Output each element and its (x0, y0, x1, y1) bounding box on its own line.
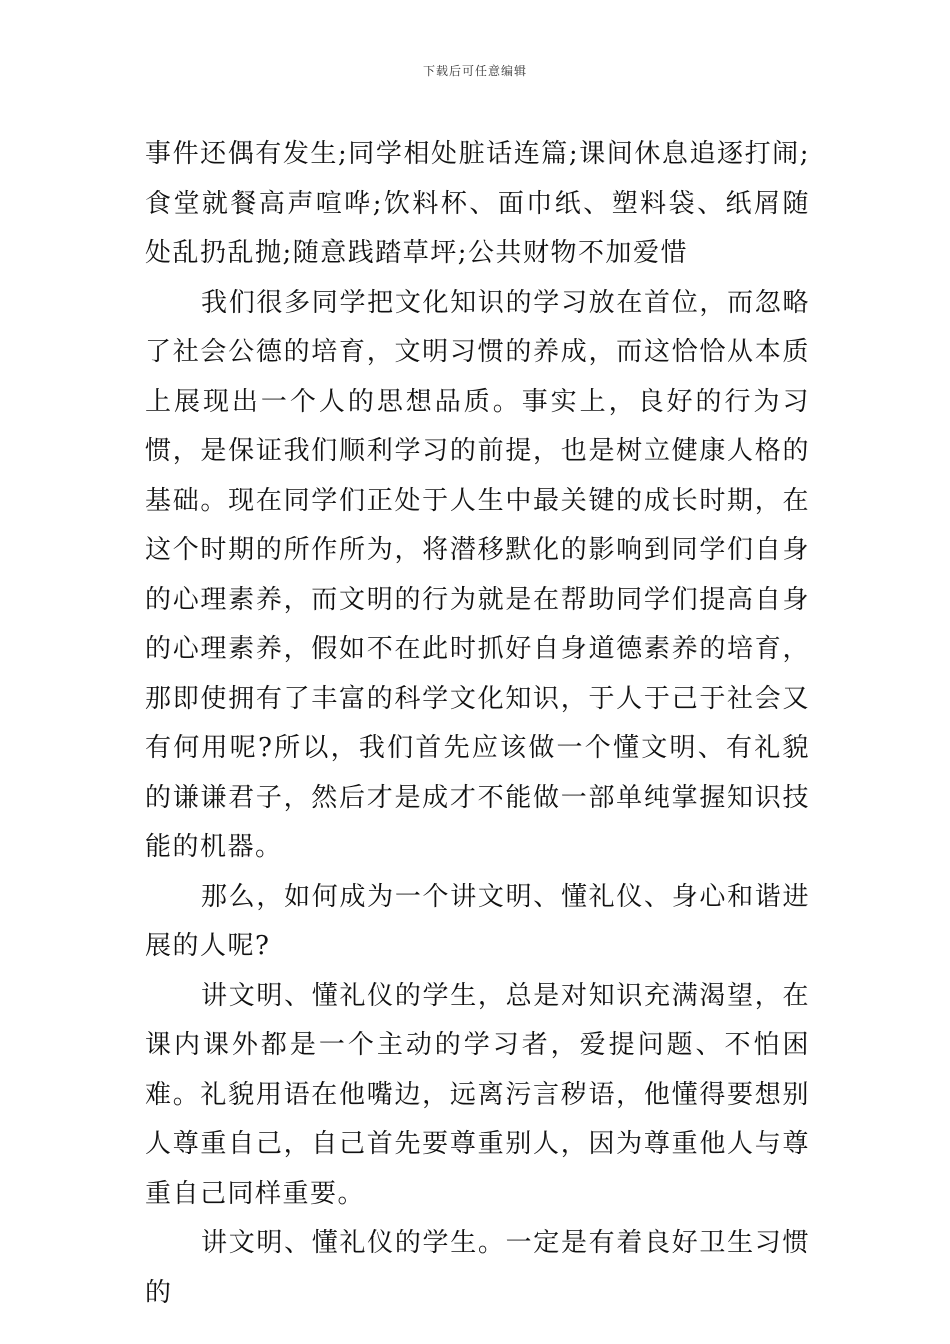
paragraph: 那么，如何成为一个讲文明、懂礼仪、身心和谐进展的人呢? (145, 881, 810, 961)
paragraph: 讲文明、懂礼仪的学生，总是对知识充满渴望，在课内课外都是一个主动的学习者，爱提问题、不怕困难。礼貌用语在他嘴边，远离污言秽语，他懂得要想别人尊重自己，自己首先要尊重别人，因为尊重他人与尊重自己同样重要。 (145, 980, 810, 1209)
paragraph: 讲文明、懂礼仪的学生。一定是有着良好卫生习惯的 (145, 1228, 810, 1308)
document-body (145, 130, 810, 1318)
paragraph: 我们很多同学把文化知识的学习放在首位，而忽略了社会公德的培育，文明习惯的养成，而这恰恰从本质上展现出一个人的思想品质。事实上，良好的行为习惯，是保证我们顺利学习的前提，也是树立健康人格的基础。现在同学们正处于人生中最关键的成长时期，在这个时期的所作所为，将潜移默化的影响到同学们自身的心理素养，而文明的行为就是在帮助同学们提高自身的心理素养，假如不在此时抓好自身道德素养的培育，那即使拥有了丰富的科学文化知识，于人于己于社会又有何用呢?所以，我们首先应该做一个懂文明、有礼貌的谦谦君子，然后才是成才不能做一部单纯掌握知识技能的机器。 (145, 287, 810, 862)
paragraph: 事件还偶有发生;同学相处脏话连篇;课间休息追逐打闹;食堂就餐高声喧哗;饮料杯、面巾纸、塑料袋、纸屑随处乱扔乱抛;随意践踏草坪;公共财物不加爱惜 (145, 139, 810, 268)
page-header: 下载后可任意编辑 (422, 64, 527, 78)
